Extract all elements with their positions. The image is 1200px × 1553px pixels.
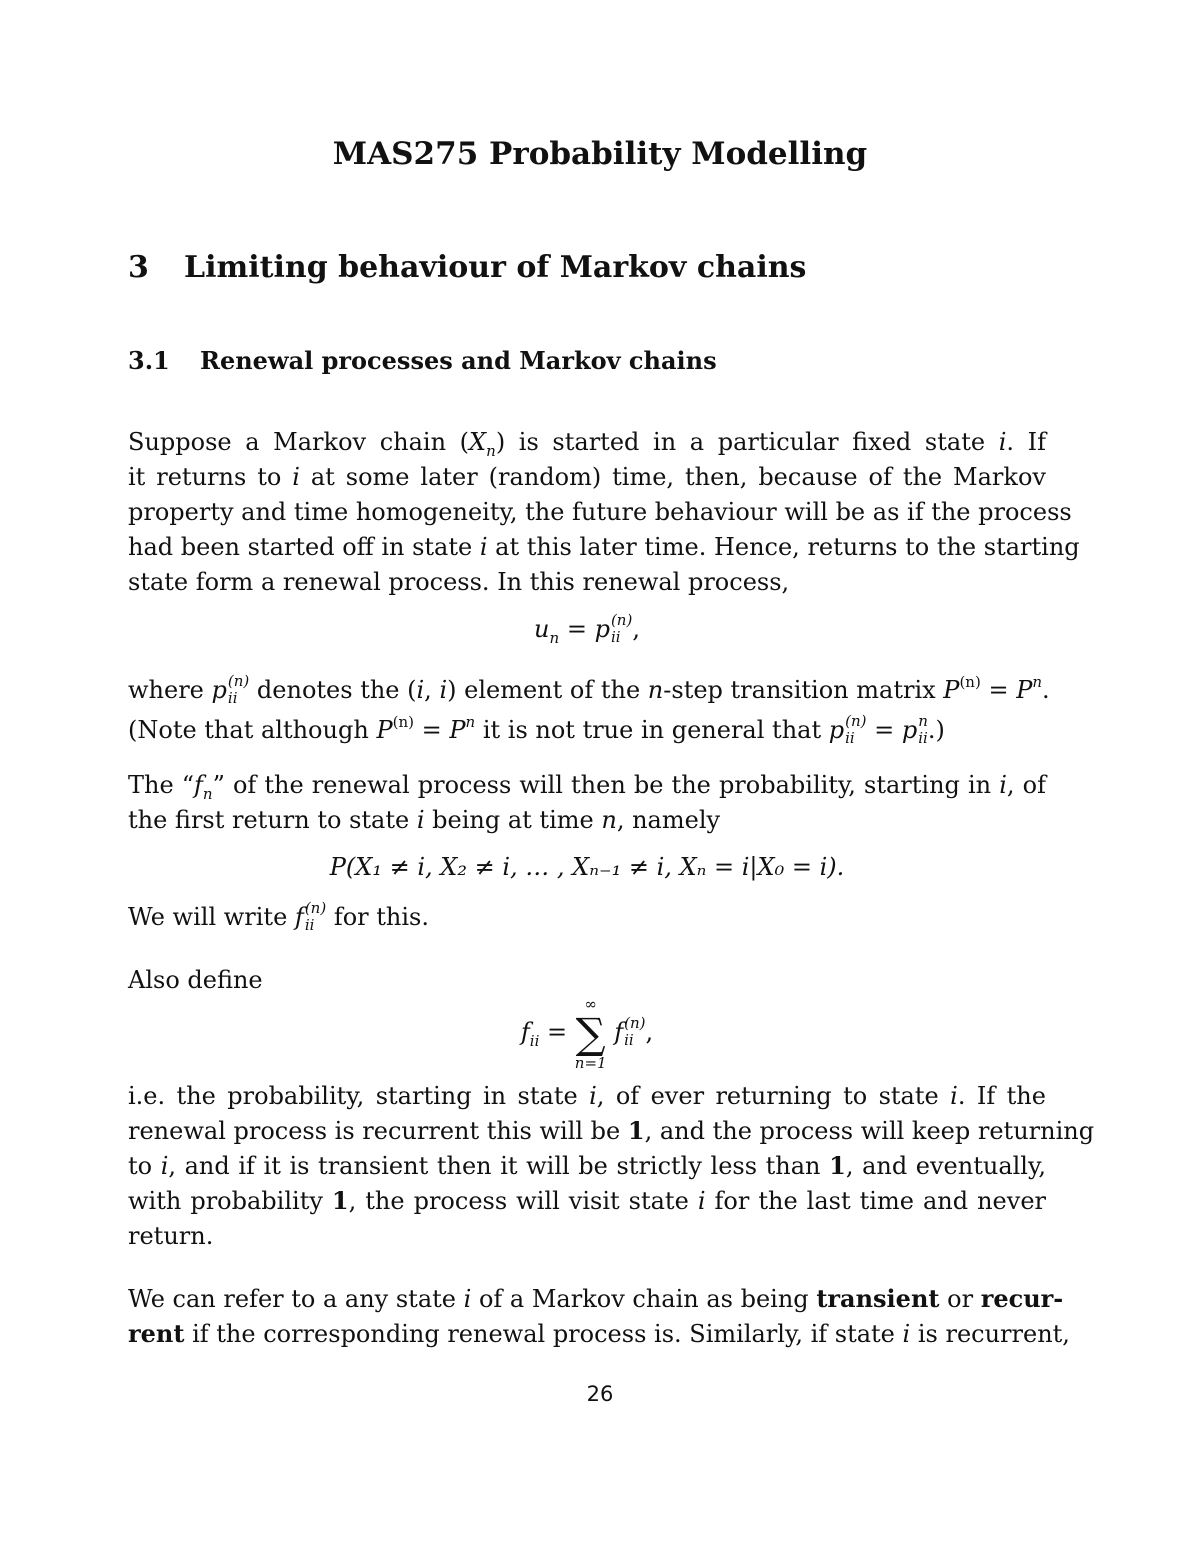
document-title: MAS275 Probability Modelling — [332, 136, 868, 172]
paragraph-line: the first return to state i being at time n, namely — [128, 806, 721, 834]
paragraph-line: rent if the corresponding renewal process is. Similarly, if state i is recurrent, — [128, 1319, 1070, 1348]
equation-un: $u_n = p$ (n) ii , — [534, 610, 640, 647]
equation-fii-sum: $f_{ii}$ = ∞ ∑ n=1 f (n) ii , — [520, 994, 654, 1072]
paragraph-line: The “$f_n$” of the renewal process will then be the probability, starting in i, of — [128, 771, 1046, 803]
equation-first-return: P(X₁ ≠ i, X₂ ≠ i, … , Xₙ₋₁ ≠ i, Xₙ = i|X₀ = i). — [329, 853, 845, 881]
paragraph-line: (Note that although $P^{(n)} = P^n$ it is not true in general that p (n) ii = p n ii .) — [128, 711, 945, 747]
summation-symbol: ∞ ∑ n=1 — [574, 994, 607, 1072]
paragraph-line: Suppose a Markov chain $(X_n)$ is started in a particular fixed state i. If — [128, 428, 1046, 460]
paragraph-line: renewal process is recurrent this will be 1, and the process will keep returning — [128, 1116, 1095, 1145]
paragraph-line: state form a renewal process. In this renewal process, — [128, 568, 790, 596]
subsection-heading — [128, 346, 717, 375]
paragraph-line: where p (n) ii denotes the (i, i) element of the n-step transition matrix $P^{(n)} = P^n$. — [128, 671, 1050, 707]
paragraph-line: i.e. the probability, starting in state i, of ever returning to state i. If the — [128, 1082, 1046, 1110]
paragraph-line: property and time homogeneity, the future behaviour will be as if the process — [128, 498, 1072, 526]
paragraph-line: return. — [128, 1222, 214, 1250]
paragraph-line: Also define — [128, 966, 263, 994]
section-number: 3 — [128, 250, 149, 285]
page-number: 26 — [586, 1382, 614, 1406]
paragraph-line: it returns to i at some later (random) time, then, because of the Markov — [128, 463, 1046, 491]
subsection-number: 3.1 — [128, 346, 170, 375]
paragraph-line: We will write f (n) ii for this. — [128, 898, 429, 934]
section-heading — [128, 250, 806, 285]
section-title: Limiting behaviour of Markov chains — [184, 250, 807, 285]
paragraph-line: We can refer to a any state i of a Markov chain as being transient or recur- — [128, 1284, 1064, 1313]
paragraph-line: with probability 1, the process will visit state i for the last time and never — [128, 1186, 1046, 1215]
subsection-title: Renewal processes and Markov chains — [200, 346, 717, 375]
paragraph-line: to i, and if it is transient then it will be strictly less than 1, and eventually, — [128, 1151, 1046, 1180]
paragraph-line: had been started off in state i at this later time. Hence, returns to the starting — [128, 533, 1080, 561]
